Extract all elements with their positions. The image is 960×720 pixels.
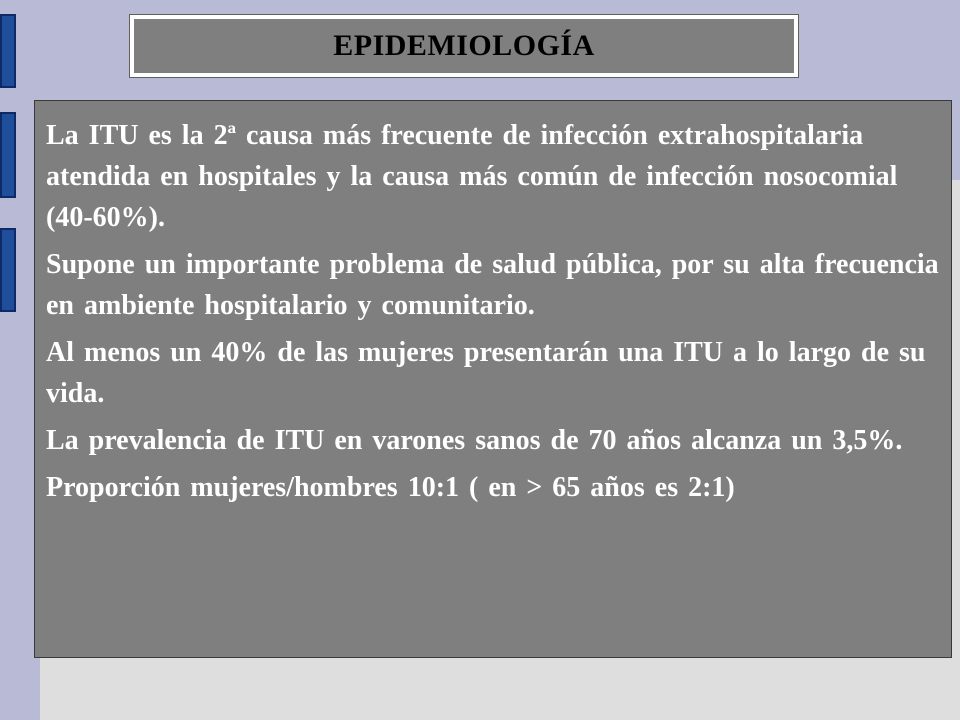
title-box: [130, 15, 798, 77]
paragraph-ratio: Proporción mujeres/hombres 10:1 ( en > 65 años es 2:1): [46, 472, 735, 503]
paragraph-prevalence-cause: La ITU es la 2ª causa más frecuente de infección extrahospitalaria atendida en hospitales y la causa más común de infección nosocomial (40-60%).: [46, 120, 898, 233]
accent-bar-top: [0, 14, 16, 88]
accent-bar-middle: [0, 112, 16, 198]
content-box: [34, 100, 952, 658]
paragraph-women: Al menos un 40% de las mujeres presentarán una ITU a lo largo de su vida.: [46, 337, 926, 409]
accent-bar-bottom: [0, 228, 16, 312]
paragraph-men: La prevalencia de ITU en varones sanos de 70 años alcanza un 3,5%.: [46, 425, 903, 456]
paragraph-public-health: Supone un importante problema de salud pública, por su alta frecuencia en ambiente hospitalario y comunitario.: [46, 249, 939, 321]
slide-title: EPIDEMIOLOGÍA: [333, 29, 595, 62]
